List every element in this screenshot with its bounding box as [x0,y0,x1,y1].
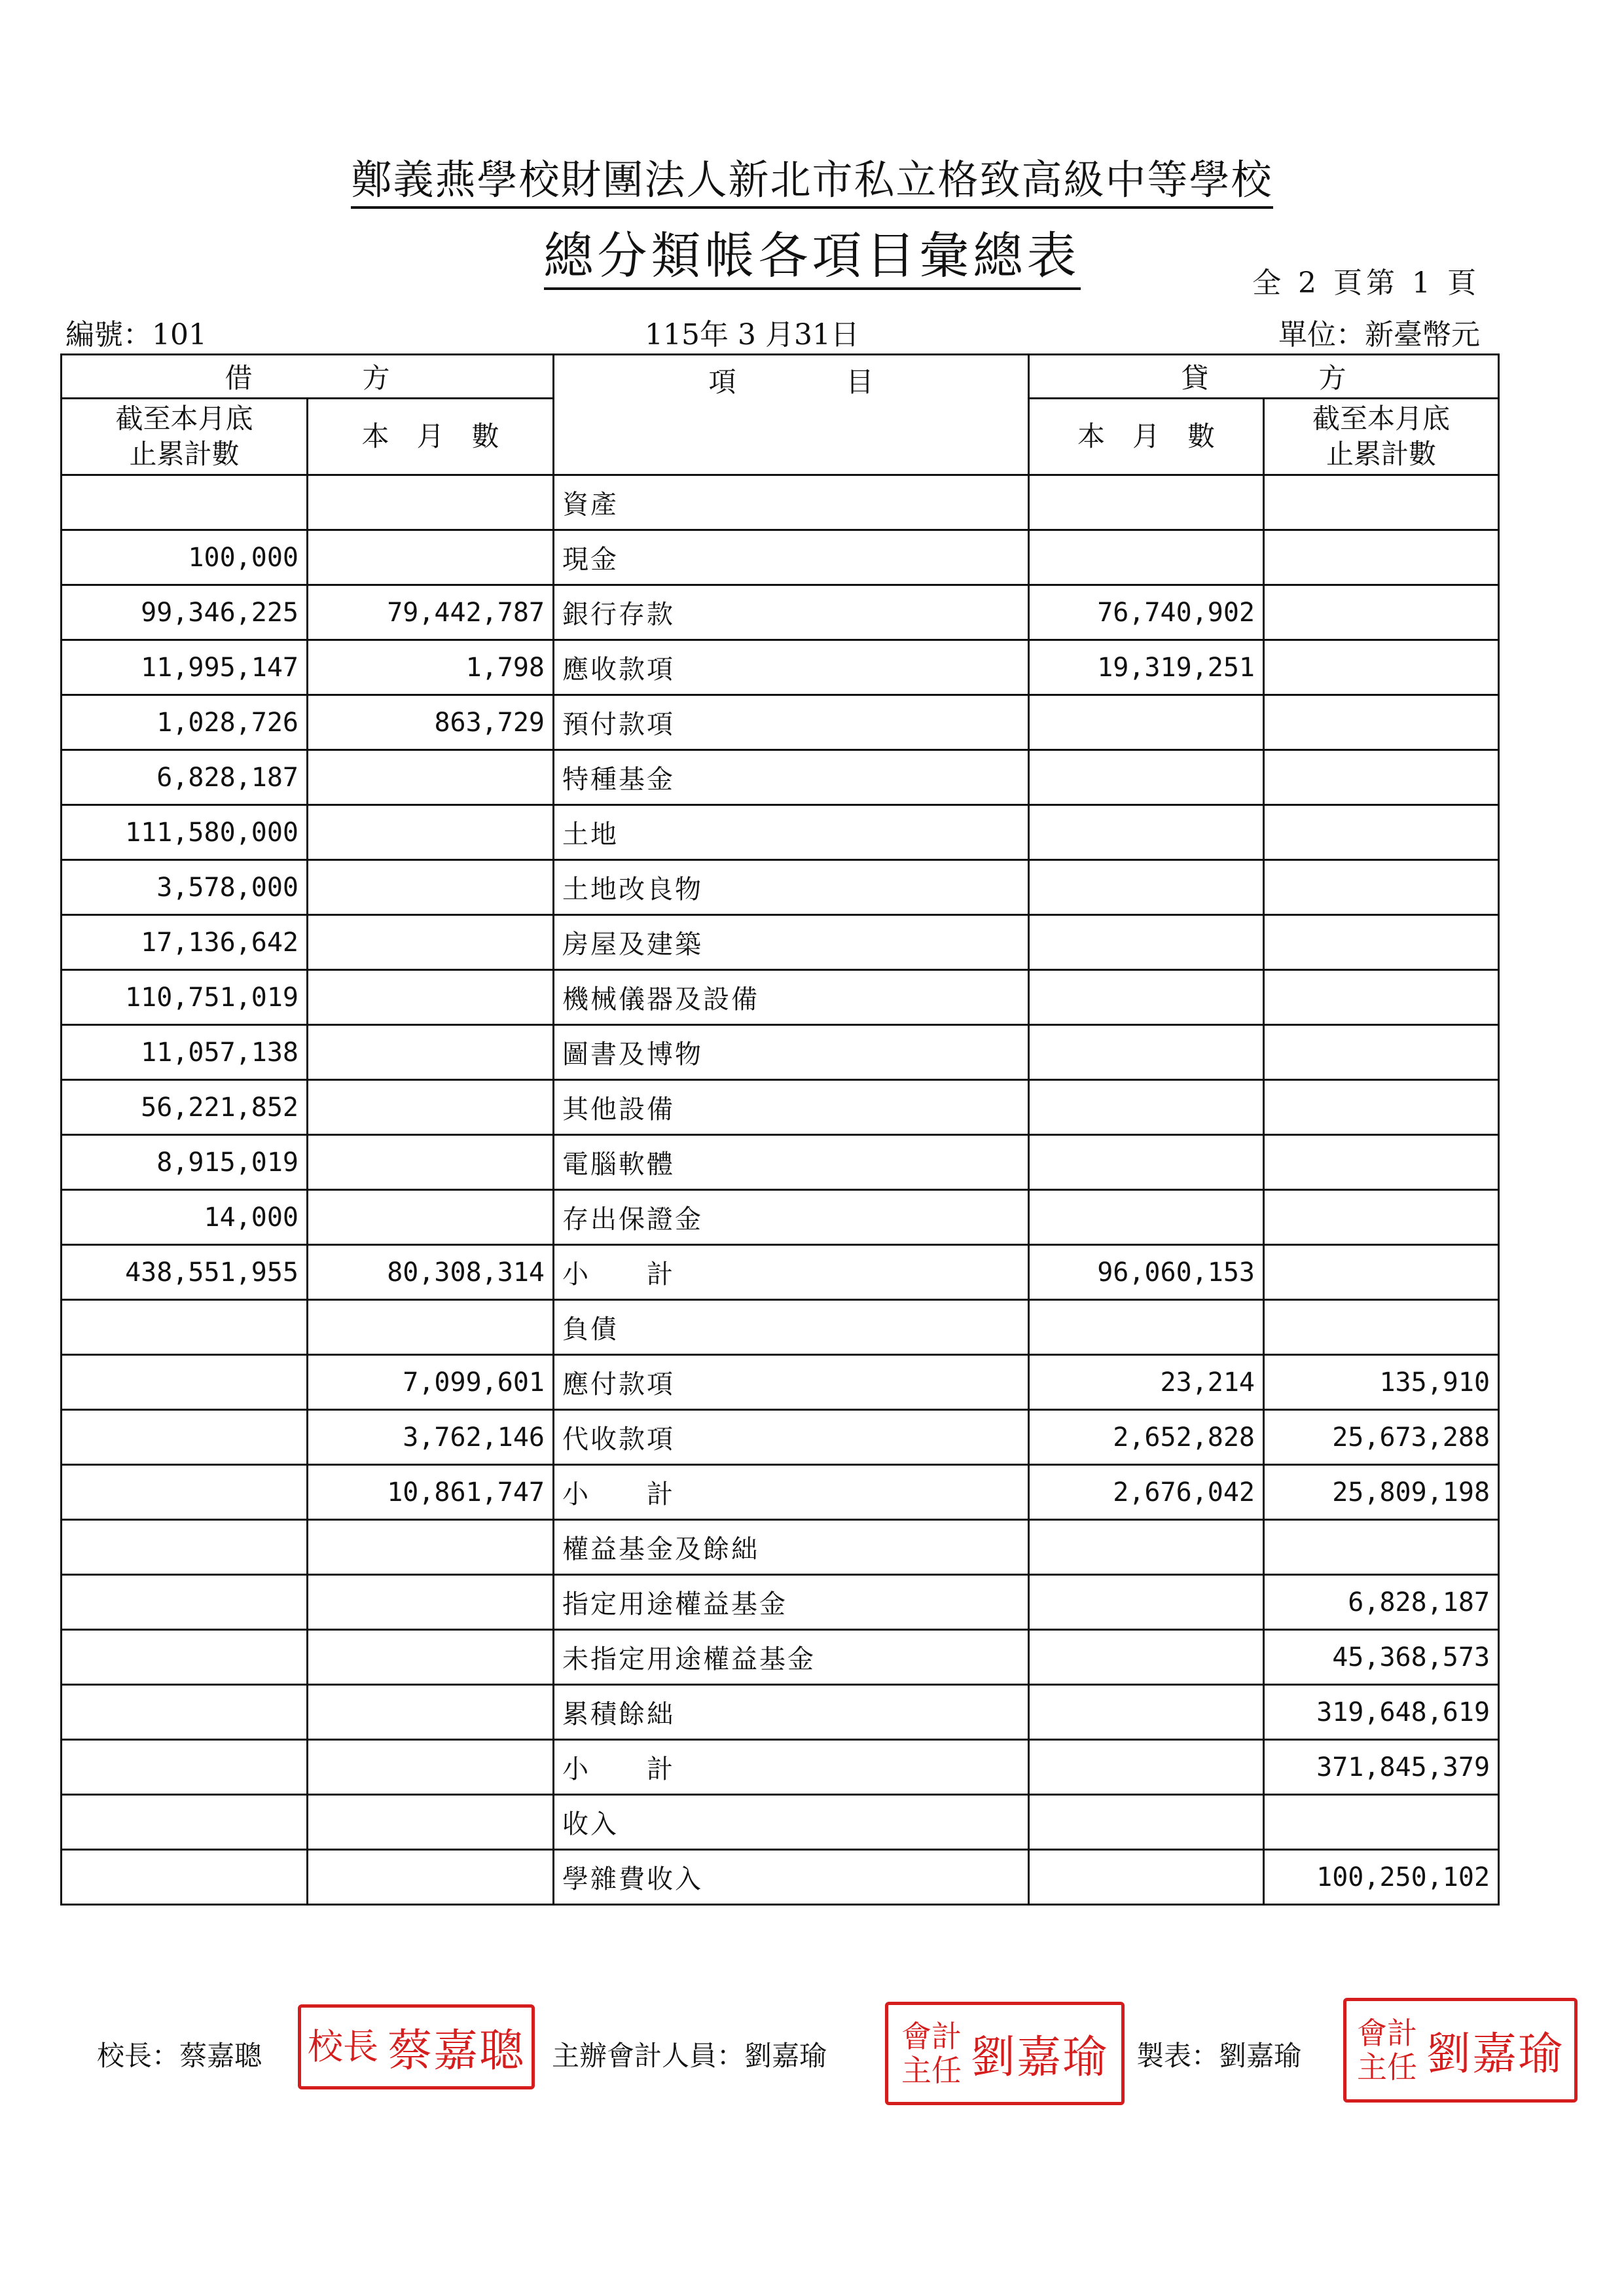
debit-cumulative-cell [62,1740,308,1795]
credit-cumulative-cell [1264,1520,1499,1575]
item-cell: 其他設備 [554,1080,1029,1135]
credit-month-cell: 2,676,042 [1029,1465,1264,1520]
credit-month-cell [1029,695,1264,750]
preparer-signature: 製表：劉嘉瑜 [1136,2040,1302,2072]
debit-month-cell [308,1685,554,1740]
credit-cumulative-cell [1264,1080,1499,1135]
item-cell: 房屋及建築 [554,915,1029,970]
credit-cumulative-cell: 135,910 [1264,1355,1499,1410]
debit-month-cell [308,475,554,530]
credit-month-cell [1029,805,1264,860]
item-cell: 機械儀器及設備 [554,970,1029,1025]
credit-month-cell [1029,1025,1264,1080]
debit-cumulative-cell: 1,028,726 [62,695,308,750]
item-cell: 應收款項 [554,640,1029,695]
table-row [62,860,1499,915]
credit-month-cell: 19,319,251 [1029,640,1264,695]
credit-month-cell [1029,1300,1264,1355]
credit-month-cell [1029,1630,1264,1685]
credit-cumulative-cell [1264,860,1499,915]
credit-header: 貸 方 [1029,355,1499,399]
credit-month-cell [1029,1135,1264,1190]
credit-month-cell [1029,1190,1264,1245]
debit-month-cell [308,1025,554,1080]
item-cell: 代收款項 [554,1410,1029,1465]
table-row [62,1245,1499,1300]
table-row [62,1520,1499,1575]
credit-cumulative-cell [1264,1795,1499,1850]
debit-month-cell: 79,442,787 [308,585,554,640]
credit-month-header: 本 月 數 [1029,399,1264,475]
debit-cumulative-header: 截至本月底 止累計數 [62,399,308,475]
debit-month-cell: 1,798 [308,640,554,695]
debit-month-cell [308,860,554,915]
debit-cumulative-cell: 111,580,000 [62,805,308,860]
credit-month-cell [1029,1795,1264,1850]
item-cell: 小 計 [554,1465,1029,1520]
debit-cumulative-cell: 8,915,019 [62,1135,308,1190]
item-cell: 現金 [554,530,1029,585]
organization-name: 鄭義燕學校財團法人新北市私立格致高級中等學校 [0,147,1624,206]
table-row [62,695,1499,750]
debit-cumulative-cell [62,1630,308,1685]
credit-cumulative-cell [1264,750,1499,805]
debit-month-cell [308,1190,554,1245]
item-cell: 權益基金及餘絀 [554,1520,1029,1575]
debit-cumulative-cell [62,1410,308,1465]
ledger-body [62,475,1499,1905]
debit-month-cell: 10,861,747 [308,1465,554,1520]
credit-month-cell [1029,1080,1264,1135]
debit-cumulative-cell: 110,751,019 [62,970,308,1025]
debit-month-cell [308,1850,554,1905]
table-row [62,1630,1499,1685]
debit-month-cell: 863,729 [308,695,554,750]
debit-cumulative-cell [62,1685,308,1740]
debit-cumulative-cell [62,475,308,530]
table-row [62,530,1499,585]
credit-month-cell [1029,530,1264,585]
item-cell: 小 計 [554,1245,1029,1300]
credit-cumulative-cell [1264,1135,1499,1190]
credit-month-cell: 23,214 [1029,1355,1264,1410]
credit-cumulative-header: 截至本月底 止累計數 [1264,399,1499,475]
credit-cumulative-cell: 371,845,379 [1264,1740,1499,1795]
item-cell: 預付款項 [554,695,1029,750]
credit-month-cell: 2,652,828 [1029,1410,1264,1465]
credit-cumulative-cell [1264,1190,1499,1245]
debit-month-cell [308,1080,554,1135]
debit-cumulative-cell [62,1520,308,1575]
item-cell: 未指定用途權益基金 [554,1630,1029,1685]
item-cell: 資產 [554,475,1029,530]
credit-cumulative-cell: 25,809,198 [1264,1465,1499,1520]
item-cell: 存出保證金 [554,1190,1029,1245]
debit-month-cell [308,1575,554,1630]
debit-month-cell [308,1135,554,1190]
credit-month-cell [1029,475,1264,530]
table-row [62,1575,1499,1630]
debit-month-cell [308,530,554,585]
debit-cumulative-cell [62,1355,308,1410]
debit-cumulative-cell: 14,000 [62,1190,308,1245]
debit-month-cell: 3,762,146 [308,1410,554,1465]
debit-cumulative-cell [62,1575,308,1630]
debit-month-cell [308,1795,554,1850]
debit-cumulative-cell: 99,346,225 [62,585,308,640]
report-title: 總分類帳各項目彙總表 [0,216,1624,287]
table-row [62,1190,1499,1245]
debit-month-cell: 80,308,314 [308,1245,554,1300]
table-row [62,475,1499,530]
credit-cumulative-cell [1264,585,1499,640]
credit-month-cell [1029,860,1264,915]
debit-cumulative-cell: 6,828,187 [62,750,308,805]
debit-month-cell: 7,099,601 [308,1355,554,1410]
item-cell: 收入 [554,1795,1029,1850]
credit-cumulative-cell [1264,970,1499,1025]
table-row [62,1135,1499,1190]
principal-seal: 校長 蔡嘉聰 [298,2004,535,2089]
credit-cumulative-cell: 100,250,102 [1264,1850,1499,1905]
accountant-signature: 主辦會計人員：劉嘉瑜 [552,2040,827,2072]
debit-month-header: 本 月 數 [308,399,554,475]
debit-cumulative-cell [62,1300,308,1355]
debit-month-cell [308,915,554,970]
preparer-seal: 會計 主任 劉嘉瑜 [1343,1998,1578,2103]
table-row [62,915,1499,970]
item-cell: 負債 [554,1300,1029,1355]
table-row [62,640,1499,695]
credit-cumulative-cell [1264,640,1499,695]
debit-month-cell [308,1740,554,1795]
item-cell: 學雜費收入 [554,1850,1029,1905]
credit-cumulative-cell [1264,530,1499,585]
table-row [62,1685,1499,1740]
credit-month-cell: 76,740,902 [1029,585,1264,640]
item-cell: 土地改良物 [554,860,1029,915]
item-cell: 小 計 [554,1740,1029,1795]
debit-cumulative-cell [62,1795,308,1850]
table-row [62,1740,1499,1795]
credit-cumulative-cell [1264,1245,1499,1300]
table-row [62,970,1499,1025]
credit-month-cell [1029,1520,1264,1575]
accountant-seal: 會計 主任 劉嘉瑜 [885,2002,1125,2105]
debit-cumulative-cell [62,1465,308,1520]
debit-cumulative-cell: 100,000 [62,530,308,585]
credit-month-cell [1029,1740,1264,1795]
credit-cumulative-cell [1264,475,1499,530]
page-info: 全 2 頁第 1 頁 [1252,266,1480,300]
debit-cumulative-cell: 438,551,955 [62,1245,308,1300]
debit-month-cell [308,1300,554,1355]
item-cell: 圖書及博物 [554,1025,1029,1080]
credit-cumulative-cell [1264,1025,1499,1080]
item-cell: 電腦軟體 [554,1135,1029,1190]
debit-cumulative-cell: 3,578,000 [62,860,308,915]
table-row [62,1355,1499,1410]
debit-cumulative-cell: 11,057,138 [62,1025,308,1080]
table-row [62,1465,1499,1520]
item-header: 項 目 [554,355,1029,475]
credit-cumulative-cell: 319,648,619 [1264,1685,1499,1740]
credit-month-cell [1029,970,1264,1025]
debit-cumulative-cell [62,1850,308,1905]
item-cell: 銀行存款 [554,585,1029,640]
credit-month-cell [1029,1685,1264,1740]
item-cell: 土地 [554,805,1029,860]
debit-cumulative-cell: 56,221,852 [62,1080,308,1135]
item-cell: 指定用途權益基金 [554,1575,1029,1630]
credit-cumulative-cell: 6,828,187 [1264,1575,1499,1630]
table-row [62,805,1499,860]
debit-cumulative-cell: 11,995,147 [62,640,308,695]
table-row [62,585,1499,640]
item-cell: 累積餘絀 [554,1685,1029,1740]
credit-cumulative-cell: 45,368,573 [1264,1630,1499,1685]
principal-signature: 校長：蔡嘉聰 [97,2040,262,2072]
table-row [62,1795,1499,1850]
debit-month-cell [308,1520,554,1575]
table-row [62,1850,1499,1905]
document-code: 編號：101 [65,318,207,352]
table-row [62,750,1499,805]
credit-month-cell [1029,1850,1264,1905]
table-row [62,1410,1499,1465]
credit-month-cell: 96,060,153 [1029,1245,1264,1300]
credit-month-cell [1029,750,1264,805]
credit-month-cell [1029,915,1264,970]
debit-month-cell [308,1630,554,1685]
debit-month-cell [308,805,554,860]
credit-cumulative-cell [1264,1300,1499,1355]
credit-cumulative-cell: 25,673,288 [1264,1410,1499,1465]
debit-month-cell [308,970,554,1025]
table-row [62,1300,1499,1355]
currency-unit: 單位：新臺幣元 [1278,318,1480,352]
credit-cumulative-cell [1264,695,1499,750]
report-date: 115年 3 月31日 [645,318,859,352]
credit-cumulative-cell [1264,915,1499,970]
table-row [62,1080,1499,1135]
ledger-table [60,353,1500,1906]
table-row [62,1025,1499,1080]
credit-month-cell [1029,1575,1264,1630]
item-cell: 特種基金 [554,750,1029,805]
debit-cumulative-cell: 17,136,642 [62,915,308,970]
debit-month-cell [308,750,554,805]
debit-header: 借 方 [62,355,554,399]
credit-cumulative-cell [1264,805,1499,860]
item-cell: 應付款項 [554,1355,1029,1410]
